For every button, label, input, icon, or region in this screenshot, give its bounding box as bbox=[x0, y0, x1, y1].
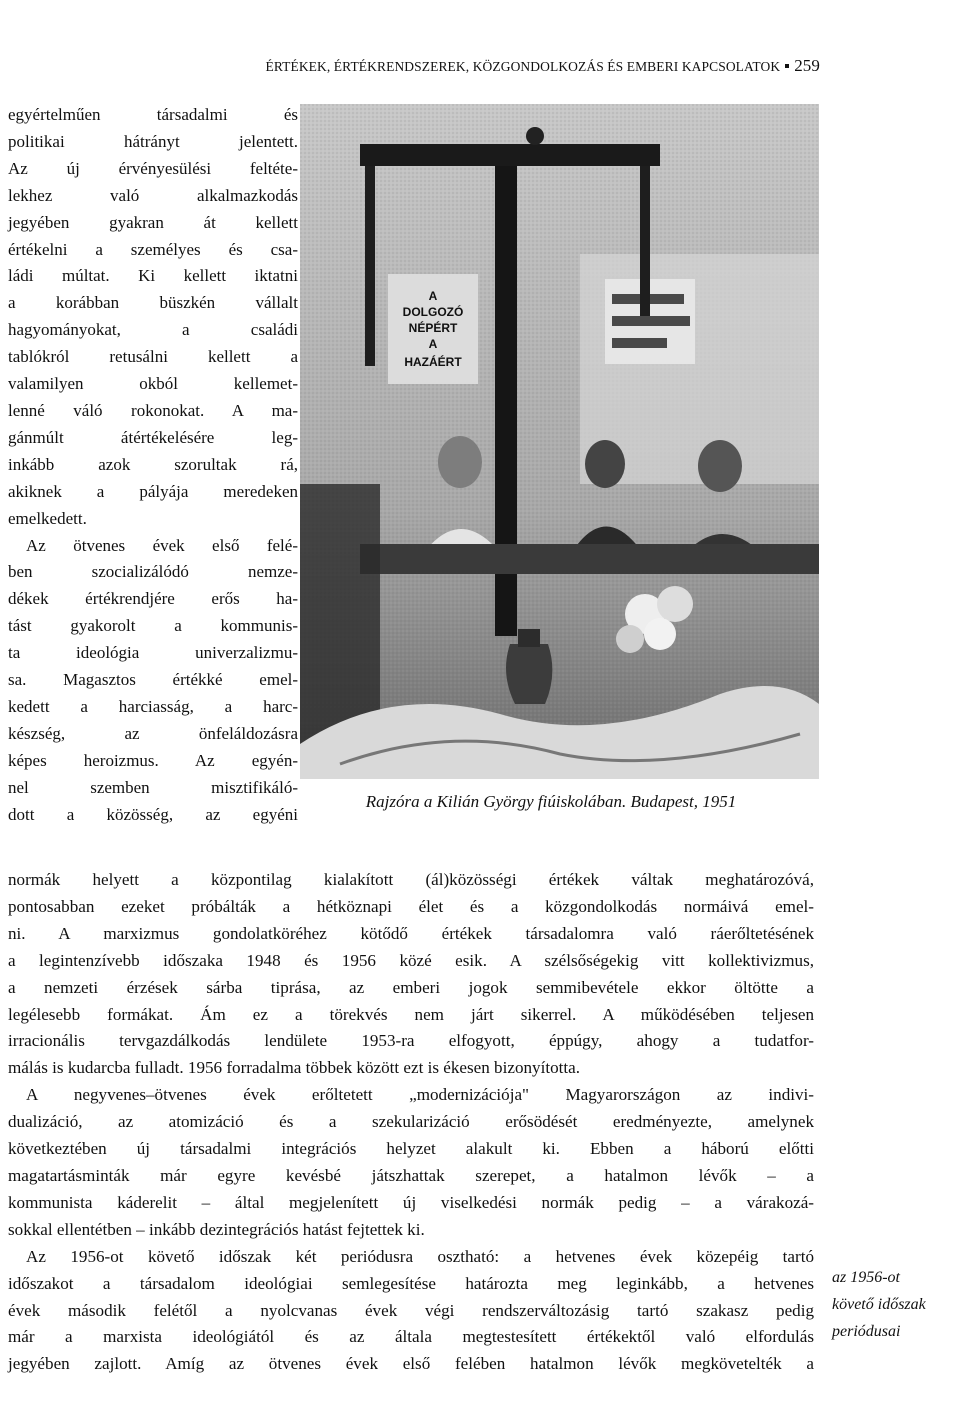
bullet-separator bbox=[785, 64, 789, 68]
text-line: a legintenzívebb időszaka 1948 és 1956 közé esik. A szélsőségekig vitt kollektivizmus, bbox=[8, 950, 814, 970]
text-line: dualizáció, az atomizáció és a szekularizáció erősödését eredményezte, amelynek bbox=[8, 1112, 814, 1132]
text-line: évek második felétől a nyolcvanas évek végi rendszerváltozásig tartó szakasz pedig bbox=[8, 1300, 814, 1320]
banner-text: A bbox=[428, 337, 438, 351]
text-line: időszakot a társadalom ideológiai semlegesítése határozta meg leginkább, a hetvenes bbox=[8, 1273, 814, 1293]
margin-note-line: periódusai bbox=[832, 1322, 901, 1340]
text-line: ni. A marxizmus gondolatköréhez kötődő értékek társadalomra való ráerőltetésének bbox=[8, 923, 814, 943]
text-line: lenné váló rokonokat. A ma- bbox=[8, 400, 298, 420]
text-line: sa. Magasztos értékké emel- bbox=[8, 670, 298, 690]
text-line: tást gyakorolt a kommunis- bbox=[8, 616, 298, 636]
running-header bbox=[136, 56, 820, 76]
text-line: irracionális tervgazdálkodás lendülete 1953-ra elfogyott, éppúgy, ahogy a tudatfor- bbox=[8, 1031, 814, 1051]
text-line: A negyvenes–ötvenes évek erőltetett „modernizációja" Magyarországon az indivi- bbox=[26, 1085, 814, 1105]
text-line: készség, az önfeláldozásra bbox=[8, 723, 298, 743]
text-line: normák helyett a központilag kialakított (ál)közösségi értékek váltak meghatározóvá, bbox=[8, 870, 814, 889]
text-line: sokkal ellentétben – inkább dezintegrációs hatást fejtettek ki. bbox=[8, 1219, 425, 1239]
text-line: egyértelműen társadalmi és bbox=[8, 105, 298, 124]
text-line: dékek értékrendjére erős ha- bbox=[8, 589, 298, 609]
text-line: ben szocializálódó nemze- bbox=[8, 562, 298, 582]
text-line: értékelni a személyes és csa- bbox=[8, 239, 298, 259]
text-line: a nemzeti érzések sárba tiprása, az emberi jogok semmibevétele ekkor öltötte a bbox=[8, 977, 814, 997]
text-line: ta ideológia univerzalizmu- bbox=[8, 643, 298, 663]
page-number: 259 bbox=[794, 56, 820, 75]
narrow-text-column bbox=[8, 102, 298, 828]
margin-note bbox=[832, 1265, 957, 1346]
text-line: jegyében zajlott. Amíg az ötvenes évek első felében hatalmon lévők megkövetelték a bbox=[8, 1354, 814, 1374]
photo-illustration bbox=[300, 104, 819, 779]
text-line: a korábban büszkén vállalt bbox=[8, 293, 298, 313]
text-line: politikai hátrányt jelentett. bbox=[8, 131, 298, 151]
text-line: tablókról retusálni kellett a bbox=[8, 347, 298, 367]
text-line: jegyében gyakran át kellett bbox=[8, 212, 298, 232]
text-line: következtében új társadalmi integrációs helyzet alakult ki. Ebben a háború előtti bbox=[8, 1139, 814, 1159]
text-line: gánmúlt átértékelésére leg- bbox=[8, 427, 298, 447]
text-line: már a marxista ideológiától és az általa megtestesített értékektől való elfordulás bbox=[8, 1327, 814, 1347]
text-line: emelkedett. bbox=[8, 508, 87, 528]
text-line: legélesebb formákat. Ám ez a törekvés nem járt sikerrel. A működésében teljesen bbox=[8, 1004, 814, 1024]
text-line: málás is kudarcba fulladt. 1956 forradalma többek között ezt is ékesen bizonyította. bbox=[8, 1058, 580, 1078]
text-line: kommunista káderelit – által megjelenített új viselkedési normák pedig – a várakozá- bbox=[8, 1192, 814, 1212]
photo-caption: Rajzóra a Kilián György fiúiskolában. Budapest, 1951 bbox=[365, 792, 737, 811]
banner-text: NÉPÉRT bbox=[408, 321, 458, 335]
banner-text: A bbox=[428, 289, 438, 303]
text-line: lekhez való alkalmazkodás bbox=[8, 185, 298, 205]
running-title: ÉRTÉKEK, ÉRTÉKRENDSZEREK, KÖZGONDOLKOZÁS ÉS EMBERI KAPCSOLATOK bbox=[265, 59, 781, 74]
margin-note-line: az 1956-ot bbox=[832, 1269, 900, 1286]
text-line: ládi múltat. Ki kellett iktatni bbox=[8, 266, 298, 286]
text-line: kedett a harciasság, a harc- bbox=[8, 696, 298, 716]
banner-text: DOLGOZÓ bbox=[402, 305, 464, 319]
classroom-photograph bbox=[300, 104, 819, 779]
text-line: képes heroizmus. Az egyén- bbox=[8, 750, 298, 770]
text-line: inkább azok szorultak rá, bbox=[8, 454, 298, 474]
text-line: nel szemben misztifikáló- bbox=[8, 777, 298, 797]
text-line: pontosabban ezeket próbálták a hétköznapi élet és a közgondolkodás normáivá emel- bbox=[8, 896, 814, 916]
margin-note-line: követő időszak bbox=[832, 1295, 926, 1313]
text-line: dott a közösség, az egyéni bbox=[8, 804, 298, 824]
text-line: valamilyen okból kellemet- bbox=[8, 374, 298, 394]
text-line: Az új érvényesülési feltéte- bbox=[8, 158, 298, 178]
full-width-text bbox=[8, 867, 814, 1378]
banner-text: HAZÁÉRT bbox=[404, 355, 462, 369]
text-line: magatartásminták már egyre kevésbé játszhattak szerepet, a hatalmon lévők – a bbox=[8, 1165, 814, 1185]
text-line: akiknek a pályája meredeken bbox=[8, 481, 298, 501]
text-line: Az ötvenes évek első felé- bbox=[26, 535, 298, 555]
text-line: Az 1956-ot követő időszak két periódusra osztható: a hetvenes évek közepéig tartó bbox=[26, 1246, 814, 1266]
text-line: hagyományokat, a családi bbox=[8, 320, 298, 340]
